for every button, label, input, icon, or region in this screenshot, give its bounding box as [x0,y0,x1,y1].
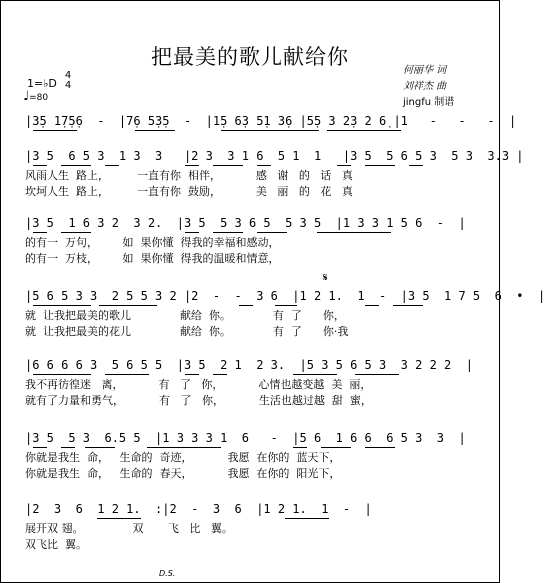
underline-beams [25,165,477,167]
lyric-verse-2: 就 让我把最美的花儿 献给 你。 有 了 你·我 [25,325,349,338]
notation-line: |3 5 1 6 3 2 3 2. |3 5 5 3 6 5 5 3 5 |1 3 3 1 5 6 - | [25,216,466,230]
transcriber-credit: jingfu 制谱 [403,97,455,108]
lyric-verse-1: 展开双 翅。 双 飞 比 翼。 [25,522,233,535]
notation-line: |5 6 5 3 3 2 5 5 3 2 |2 - - 3 6 |1 2 1. 1 - |3 5 1 7 5 6 • | [25,289,545,303]
lyric-verse-1: 你就是我生 命， 生命的 奇迹， 我愿 在你的 蓝天下， [25,451,341,464]
underline-beams [25,232,477,234]
tempo-marking [23,89,48,104]
time-signature-bottom: 4 [64,80,72,91]
lyricist-credit: 何丽华 词 [403,65,447,76]
composer-credit: 刘祥杰 曲 [403,81,447,92]
key-signature: 1=♭D [27,77,57,90]
lyric-verse-1: 风雨人生 路上， 一直有你 相伴， 感 谢 的 话 真 [25,169,353,182]
lyric-verse-1: 就 让我把最美的歌儿 献给 你。 有 了 你， [25,309,345,322]
lyric-verse-2: 的有一 万枝， 如 果你懂 得我的温暖和情意， [25,252,280,265]
underline-beams [25,518,477,520]
segno-mark: 𝄋 [323,271,328,284]
quarter-note-icon: ♩ [23,89,30,104]
time-signature [63,71,73,91]
notation-line: |3̣5 1̣7̣5̣6 - |7̣6 5̣3̣5 - |1̣5 6̣3 5̣1 3̣6 |5̣5 3 2̣3 2 6̣ |1 - - - | [25,114,517,128]
lyric-verse-2: 就有了力量和勇气， 有 了 你， 生活也越过越 甜 蜜， [25,394,372,407]
notation-line: |3 5 5 3 6.5 5 |1 3 3 3 1 6 - |5 6 1 6 6 6 5 3 3 | [25,431,466,445]
lyric-verse-2: 双飞比 翼。 [25,538,87,551]
song-title: 把最美的歌儿献给你 [151,45,349,69]
underline-beams [25,130,477,132]
lyric-verse-2: 你就是我生 命， 生命的 春天， 我愿 在你的 阳光下， [25,467,341,480]
underline-beams [25,305,477,307]
lyric-verse-1: 的有一 万句， 如 果你懂 得我的幸福和感动， [25,236,280,249]
time-signature-top: 4 [64,70,72,81]
underline-beams [25,374,477,376]
underline-beams [25,447,477,449]
notation-line: |3 5 6 5 3 1 3 3 |2 3 3 1 6 5 1 1 |3 5 5 6 5 3 5 3 3.3 | [25,149,524,163]
notation-line: |6 6 6 6 3 5 6 5 5 |3 5 2 1 2 3. |5 3 5 6 5 3 3 2 2 2 | [25,358,473,372]
tempo-value: =80 [29,93,49,103]
lyric-verse-2: 坎坷人生 路上， 一直有你 鼓励， 美 丽 的 花 真 [25,185,353,198]
lyric-verse-1: 我不再彷徨迷 离， 有 了 你， 心情也越变越 美 丽， [25,378,372,391]
ds-mark: D.S. [159,569,176,578]
notation-line: |2 3 6 1 2 1. :|2 - 3 6 |1 2 1. 1 - | [25,502,372,516]
